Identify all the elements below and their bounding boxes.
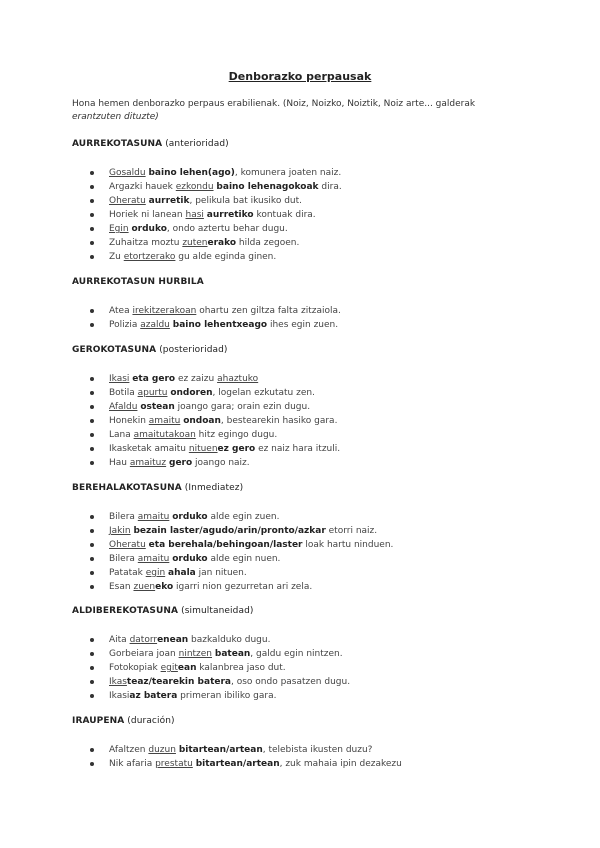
page-title: Denborazko perpausak xyxy=(228,70,372,83)
bold-text: orduko xyxy=(131,224,167,234)
bold-text: orduko xyxy=(172,554,208,564)
text-segment: kontuak dira. xyxy=(253,210,316,220)
text-segment: alde egin zuen. xyxy=(207,512,280,522)
text-segment: Zuhaitza moztu xyxy=(109,238,183,248)
underlined-text: Ikas xyxy=(109,677,127,687)
text-segment: , logelan ezkutatu zen. xyxy=(212,388,315,398)
text-segment: joango gara; orain ezin dugu. xyxy=(174,402,311,412)
list-item xyxy=(90,386,340,400)
list-item xyxy=(90,442,340,456)
list-item xyxy=(90,400,340,414)
text-segment: Hau xyxy=(109,458,130,468)
section-heading xyxy=(72,345,228,355)
section-heading-label: IRAUPENA xyxy=(72,716,125,726)
underlined-text: Gosaldu xyxy=(109,168,146,178)
text-segment: joango naiz. xyxy=(192,458,250,468)
underlined-text: hasi xyxy=(185,210,204,220)
text-segment: gu alde eginda ginen. xyxy=(175,252,277,262)
list-item xyxy=(90,180,342,194)
section-heading-note: (anterioridad) xyxy=(162,139,229,149)
bold-text: gero xyxy=(169,458,193,468)
example-list xyxy=(90,633,350,703)
intro-paragraph xyxy=(72,98,542,124)
text-segment: , zuk mahaia ipin dezakezu xyxy=(279,759,402,769)
bold-text: aurretiko xyxy=(206,210,254,220)
list-item xyxy=(90,757,402,771)
list-item xyxy=(90,194,342,208)
bold-text: eta berehala/behingoan/laster xyxy=(148,540,303,550)
section-heading-note: (duración) xyxy=(124,716,175,726)
underlined-text: Egin xyxy=(109,224,129,234)
text-segment: loak hartu ninduen. xyxy=(302,540,394,550)
underlined-text: azaldu xyxy=(140,320,170,330)
list-item xyxy=(90,222,342,236)
bold-text: aurretik xyxy=(148,196,190,206)
list-item xyxy=(90,318,341,332)
list-item xyxy=(90,250,342,264)
text-segment: bazkalduko dugu. xyxy=(188,635,271,645)
underlined-text: ezkondu xyxy=(175,182,214,192)
text-segment: ohartu zen giltza falta zitzaiola. xyxy=(196,306,341,316)
text-segment: alde egin nuen. xyxy=(207,554,281,564)
text-segment: hitz egingo dugu. xyxy=(195,430,278,440)
text-segment: Honekin xyxy=(109,416,149,426)
underlined-text: datorr xyxy=(129,635,158,645)
list-item xyxy=(90,236,342,250)
bold-text: bitartean/artean xyxy=(178,745,263,755)
text-segment: , komunera joaten naiz. xyxy=(234,168,342,178)
underlined-text: amaitutakoan xyxy=(133,430,196,440)
section-heading xyxy=(72,483,243,493)
text-segment: kalanbrea jaso dut. xyxy=(196,663,286,673)
text-segment: ihes egin zuen. xyxy=(267,320,339,330)
list-item xyxy=(90,633,350,647)
intro-line-1: Hona hemen denborazko perpaus erabilienak. (Noiz, Noizko, Noiztik, Noiz arte... galderak xyxy=(72,99,476,109)
underlined-text: amaitu xyxy=(137,554,170,564)
underlined-text: egit xyxy=(160,663,178,673)
bold-text: enean xyxy=(157,635,189,645)
list-item xyxy=(90,304,341,318)
section-heading-label: AURREKOTASUN HURBILA xyxy=(72,277,204,287)
text-segment: Bilera xyxy=(109,512,138,522)
text-segment: Argazki hauek xyxy=(109,182,176,192)
bold-text: baino lehen(ago) xyxy=(148,168,235,178)
underlined-text: amaituz xyxy=(129,458,167,468)
text-segment: Ikasi xyxy=(109,691,130,701)
text-segment: , telebista ikusten duzu? xyxy=(262,745,373,755)
underlined-text: apurtu xyxy=(137,388,168,398)
bold-text: batean xyxy=(214,649,251,659)
underlined-text: zuen xyxy=(133,582,156,592)
text-segment: Lana xyxy=(109,430,134,440)
text-segment: igarri nion gezurretan ari zela. xyxy=(173,582,313,592)
list-item xyxy=(90,510,393,524)
text-segment: Polizia xyxy=(109,320,141,330)
section-heading-label: ALDIBEREKOTASUNA xyxy=(72,606,179,616)
text-segment: Atea xyxy=(109,306,133,316)
example-list xyxy=(90,372,340,470)
text-segment: , pelikula bat ikusiko dut. xyxy=(189,196,302,206)
text-segment: Botila xyxy=(109,388,138,398)
underlined-text: egin xyxy=(145,568,166,578)
text-segment: Esan xyxy=(109,582,134,592)
text-segment: hilda zegoen. xyxy=(236,238,300,248)
underlined-text: zuten xyxy=(182,238,208,248)
text-segment: Afaltzen xyxy=(109,745,149,755)
intro-line-2: erantzuten dituzte) xyxy=(72,112,159,122)
underlined-text: duzun xyxy=(148,745,176,755)
bold-text: erako xyxy=(207,238,237,248)
list-item xyxy=(90,566,393,580)
bold-text: eko xyxy=(155,582,174,592)
section-heading-note: (Inmediatez) xyxy=(181,483,244,493)
bold-text: baino lehentxeago xyxy=(172,320,268,330)
bold-text: baino lehenagokoak xyxy=(216,182,319,192)
bold-text: teaz/tearekin batera xyxy=(126,677,231,687)
section-heading-note: (simultaneidad) xyxy=(178,606,254,616)
list-item xyxy=(90,428,340,442)
underlined-text: prestatu xyxy=(155,759,193,769)
text-segment: jan nituen. xyxy=(195,568,247,578)
list-item xyxy=(90,675,350,689)
list-item xyxy=(90,456,340,470)
section-heading-label: BEREHALAKOTASUNA xyxy=(72,483,182,493)
section-heading xyxy=(72,716,175,726)
text-segment: , oso ondo pasatzen dugu. xyxy=(231,677,351,687)
text-segment: Patatak xyxy=(109,568,146,578)
text-segment: Nik afaria xyxy=(109,759,156,769)
list-item xyxy=(90,414,340,428)
text-segment: Gorbeiara joan xyxy=(109,649,179,659)
list-item xyxy=(90,661,350,675)
underlined-text: Ikasi xyxy=(109,374,130,384)
underlined-text: amaitu xyxy=(148,416,181,426)
bold-text: ondoan xyxy=(183,416,221,426)
example-list xyxy=(90,304,341,332)
section-heading-label: GEROKOTASUNA xyxy=(72,345,157,355)
text-segment: Horiek ni lanean xyxy=(109,210,186,220)
section-heading xyxy=(72,277,204,287)
text-segment: Ikasketak amaitu xyxy=(109,444,189,454)
text-segment: dira. xyxy=(318,182,342,192)
underlined-text: Oheratu xyxy=(109,196,146,206)
underlined-text: Oheratu xyxy=(109,540,146,550)
bold-text: orduko xyxy=(172,512,208,522)
list-item xyxy=(90,743,402,757)
text-segment: Zu xyxy=(109,252,124,262)
list-item xyxy=(90,580,393,594)
underlined-text: etortzerako xyxy=(123,252,176,262)
underlined-text: Jakin xyxy=(109,526,131,536)
section-heading xyxy=(72,606,254,616)
list-item xyxy=(90,208,342,222)
list-item xyxy=(90,689,350,703)
list-item xyxy=(90,372,340,386)
bold-text: ean xyxy=(177,663,197,673)
text-segment: , galdu egin nintzen. xyxy=(250,649,343,659)
bold-text: ahala xyxy=(168,568,196,578)
text-segment: Bilera xyxy=(109,554,138,564)
text-segment: Fotokopiak xyxy=(109,663,161,673)
example-list xyxy=(90,166,342,264)
section-heading-note: (posterioridad) xyxy=(156,345,228,355)
bold-text: ez gero xyxy=(217,444,256,454)
text-segment: ez zaizu xyxy=(175,374,218,384)
underlined-text: Afaldu xyxy=(109,402,138,412)
list-item xyxy=(90,647,350,661)
bold-text: bitartean/artean xyxy=(195,759,280,769)
list-item xyxy=(90,552,393,566)
section-heading-label: AURREKOTASUNA xyxy=(72,139,163,149)
list-item xyxy=(90,538,393,552)
example-list xyxy=(90,510,393,594)
bold-text: ondoren xyxy=(170,388,213,398)
bold-text: ostean xyxy=(140,402,175,412)
text-segment: ez naiz hara itzuli. xyxy=(255,444,341,454)
bold-text: bezain laster/agudo/arin/pronto/azkar xyxy=(133,526,326,536)
list-item xyxy=(90,166,342,180)
underlined-text: nintzen xyxy=(178,649,213,659)
underlined-text: nituen xyxy=(188,444,218,454)
bold-text: az batera xyxy=(129,691,178,701)
underlined-text: irekitzerakoan xyxy=(132,306,197,316)
section-heading xyxy=(72,139,229,149)
text-segment: , ondo aztertu behar dugu. xyxy=(166,224,288,234)
list-item xyxy=(90,524,393,538)
underlined-text: amaitu xyxy=(137,512,170,522)
text-segment: etorri naiz. xyxy=(325,526,378,536)
text-segment: , bestearekin hasiko gara. xyxy=(220,416,338,426)
text-segment: Aita xyxy=(109,635,130,645)
text-segment: primeran ibiliko gara. xyxy=(177,691,277,701)
underlined-text: ahaztuko xyxy=(217,374,259,384)
bold-text: eta gero xyxy=(132,374,176,384)
example-list xyxy=(90,743,402,771)
